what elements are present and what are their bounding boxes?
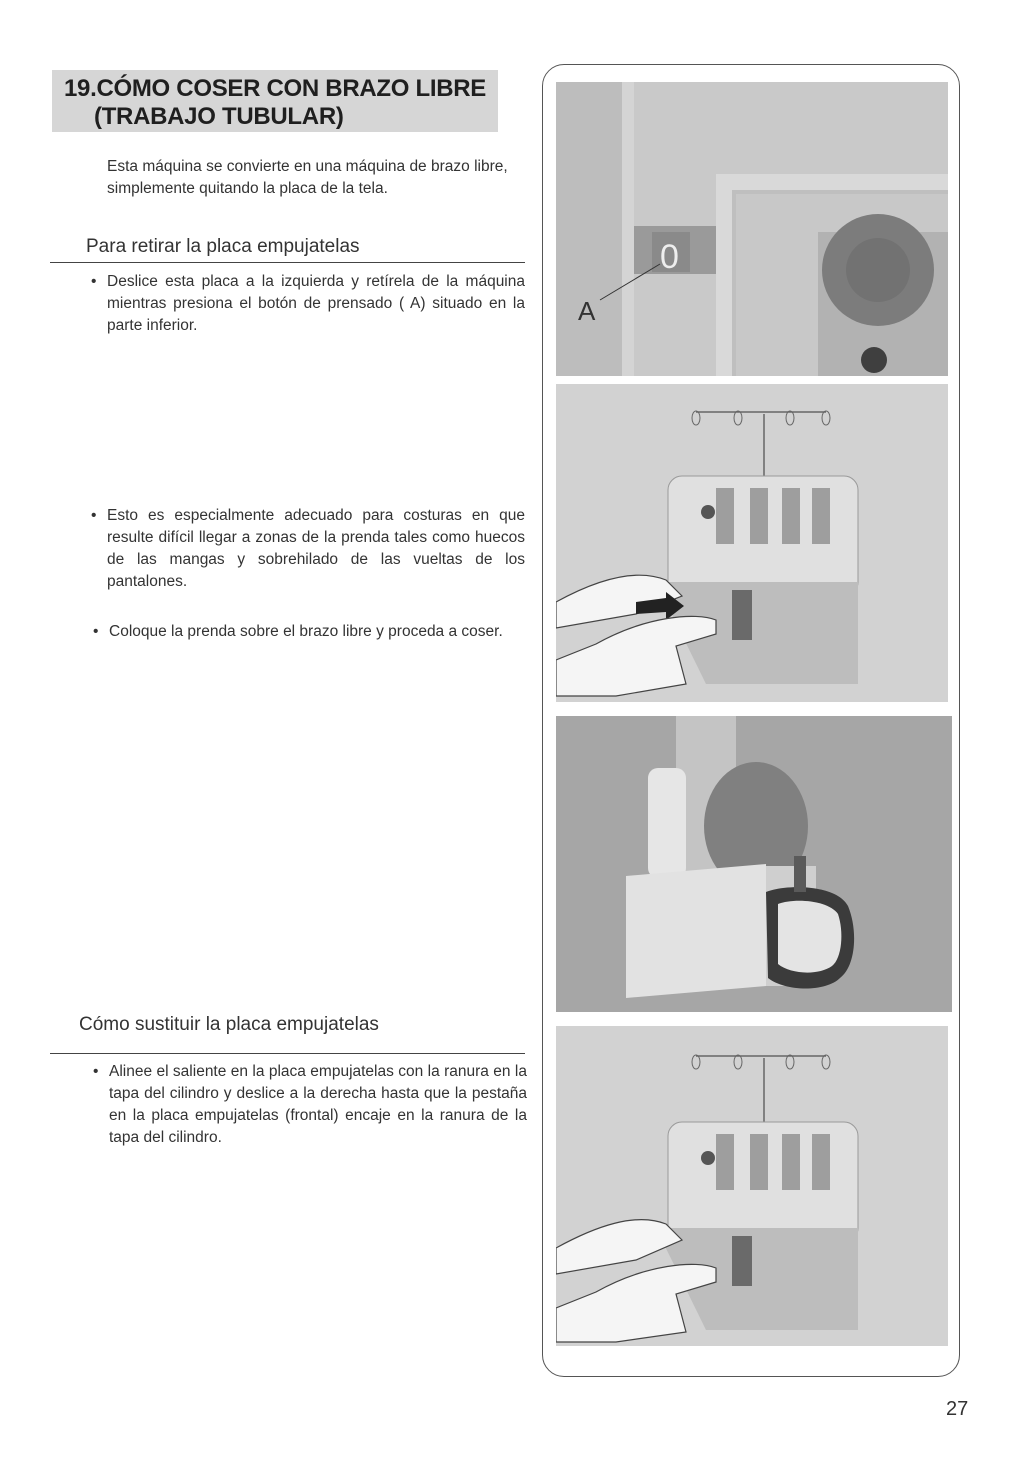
replace-plate-heading: Cómo sustituir la placa empujatelas [79, 1014, 379, 1035]
section-title-line1: 19.CÓMO COSER CON BRAZO LIBRE [64, 75, 486, 102]
release-button-photo [556, 82, 948, 376]
page-number: 27 [946, 1398, 969, 1420]
bullet-item: • Coloque la prenda sobre el brazo libre y proceda a coser. [109, 621, 527, 643]
slide-plate-right-photo [556, 1026, 948, 1346]
section-title-line2: (TRABAJO TUBULAR) [94, 103, 344, 130]
free-arm-photo [556, 716, 952, 1012]
intro-paragraph: Esta máquina se convierte en una máquina de brazo libre, simplemente quitando la placa de la tela. [107, 158, 508, 197]
dial-zero-label: 0 [660, 238, 679, 276]
bullet-item: • Esto es especialmente adecuado para costuras en que resulte difícil llegar a zonas de la prenda tales como huecos de las mangas y sobrehilado de las vueltas de los pantalones. [107, 505, 525, 593]
remove-plate-heading: Para retirar la placa empujatelas [86, 236, 360, 257]
bullet-item: • Alinee el saliente en la placa empujatelas con la ranura en la tapa del cilindro y deslice a la derecha hasta que la pestaña en la placa empujatelas (frontal) encaje en la ranura de la tapa del cilindro. [109, 1061, 527, 1149]
heading-rule [50, 1053, 525, 1054]
heading-rule [50, 262, 525, 263]
slide-plate-left-photo [556, 384, 948, 702]
button-a-label: A [578, 296, 596, 326]
bullet-item: • Deslice esta placa a la izquierda y retírela de la máquina mientras presiona el botón de prensado ( A) situado en la parte inferior. [107, 271, 525, 337]
